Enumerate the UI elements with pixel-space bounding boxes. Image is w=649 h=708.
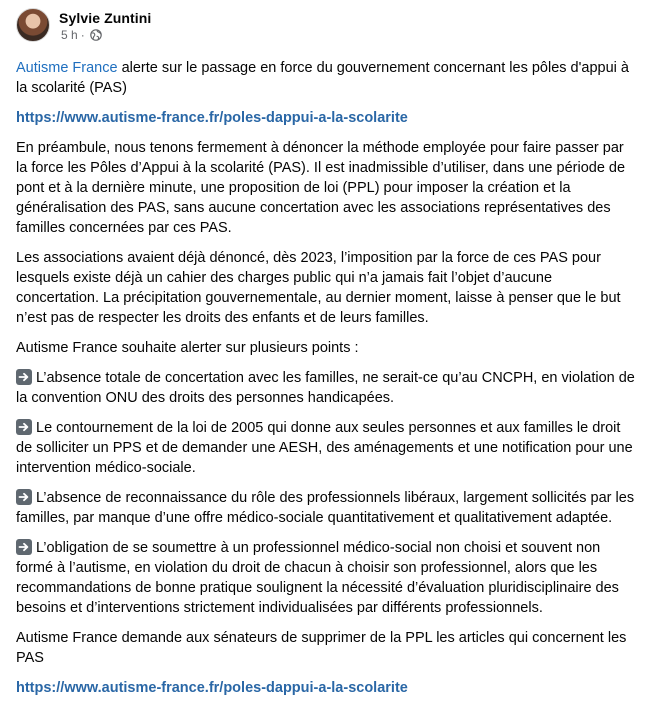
link-paragraph-1 — [16, 108, 636, 128]
article-link-1[interactable]: https://www.autisme-france.fr/poles-dappui-a-la-scolarite — [16, 110, 408, 126]
meta-separator: · — [80, 28, 85, 42]
post-header — [16, 8, 636, 44]
list-item-text: L’absence de reconnaissance du rôle des professionnels libéraux, largement sollicités par les familles, par manque d’une offre médico-sociale quantitativement et qualitativement adaptée. — [16, 490, 635, 526]
post-meta — [61, 28, 102, 42]
link-paragraph-2 — [16, 678, 636, 698]
list-item — [16, 538, 636, 618]
list-item-text: L’obligation de se soumettre à un professionnel médico-social non choisi et souvent non formé à l’autisme, en violation du droit de chacun à choisir son professionnel, alors que les recommandations de bonne pratique soulignent la nécessité d’évaluation pluridisciplinaire des besoins et d’interventions strictement individualisées par différents professionnels. — [16, 540, 619, 616]
list-item — [16, 418, 636, 478]
globe-icon[interactable] — [90, 29, 102, 41]
paragraph-points-intro: Autisme France souhaite alerter sur plusieurs points : — [16, 340, 359, 356]
paragraph-demand: Autisme France demande aux sénateurs de supprimer de la PPL les articles qui concernent les PAS — [16, 630, 627, 666]
page-mention-link[interactable]: Autisme France — [16, 60, 118, 76]
right-arrow-icon — [16, 419, 32, 435]
avatar[interactable] — [16, 8, 50, 42]
intro-paragraph — [16, 58, 636, 98]
author-name[interactable]: Sylvie Zuntini — [59, 10, 152, 26]
list-item-text: Le contournement de la loi de 2005 qui donne aux seules personnes et aux familles le droit de solliciter un PPS et de demander une AESH, des aménagements et une notification pour une intervention médico-sociale. — [16, 420, 633, 476]
right-arrow-icon — [16, 369, 32, 385]
paragraph-associations: Les associations avaient déjà dénoncé, dès 2023, l’imposition par la force de ces PAS pour lesquels existe déjà un cahier des charges public qui n’a jamais fait l’objet d’aucune concertation. La précipitation gouvernementale, au dernier moment, laisse à penser que le but n’est pas de respecter les droits des enfants et de leurs familles. — [16, 250, 621, 326]
list-item — [16, 488, 636, 528]
post-time[interactable]: 5 h — [61, 28, 78, 42]
right-arrow-icon — [16, 489, 32, 505]
list-item-text: L’absence totale de concertation avec les familles, ne serait-ce qu’au CNCPH, en violation de la convention ONU des droits des personnes handicapées. — [16, 370, 635, 406]
bullet-list — [16, 368, 636, 618]
list-item — [16, 368, 636, 408]
post-content — [16, 58, 636, 708]
intro-text: alerte sur le passage en force du gouvernement concernant les pôles d'appui à la scolarité (PAS) — [16, 60, 629, 96]
paragraph-preamble: En préambule, nous tenons fermement à dénoncer la méthode employée pour faire passer par la force les Pôles d’Appui à la scolarité (PAS). Il est inadmissible d’utiliser, dans une période de pont et à la dernière minute, une proposition de loi (PPL) pour imposer la création et la généralisation des PAS, sans aucune concertation avec les associations représentatives des familles concernées par ces PAS. — [16, 140, 626, 236]
article-link-2[interactable]: https://www.autisme-france.fr/poles-dappui-a-la-scolarite — [16, 680, 408, 696]
right-arrow-icon — [16, 539, 32, 555]
